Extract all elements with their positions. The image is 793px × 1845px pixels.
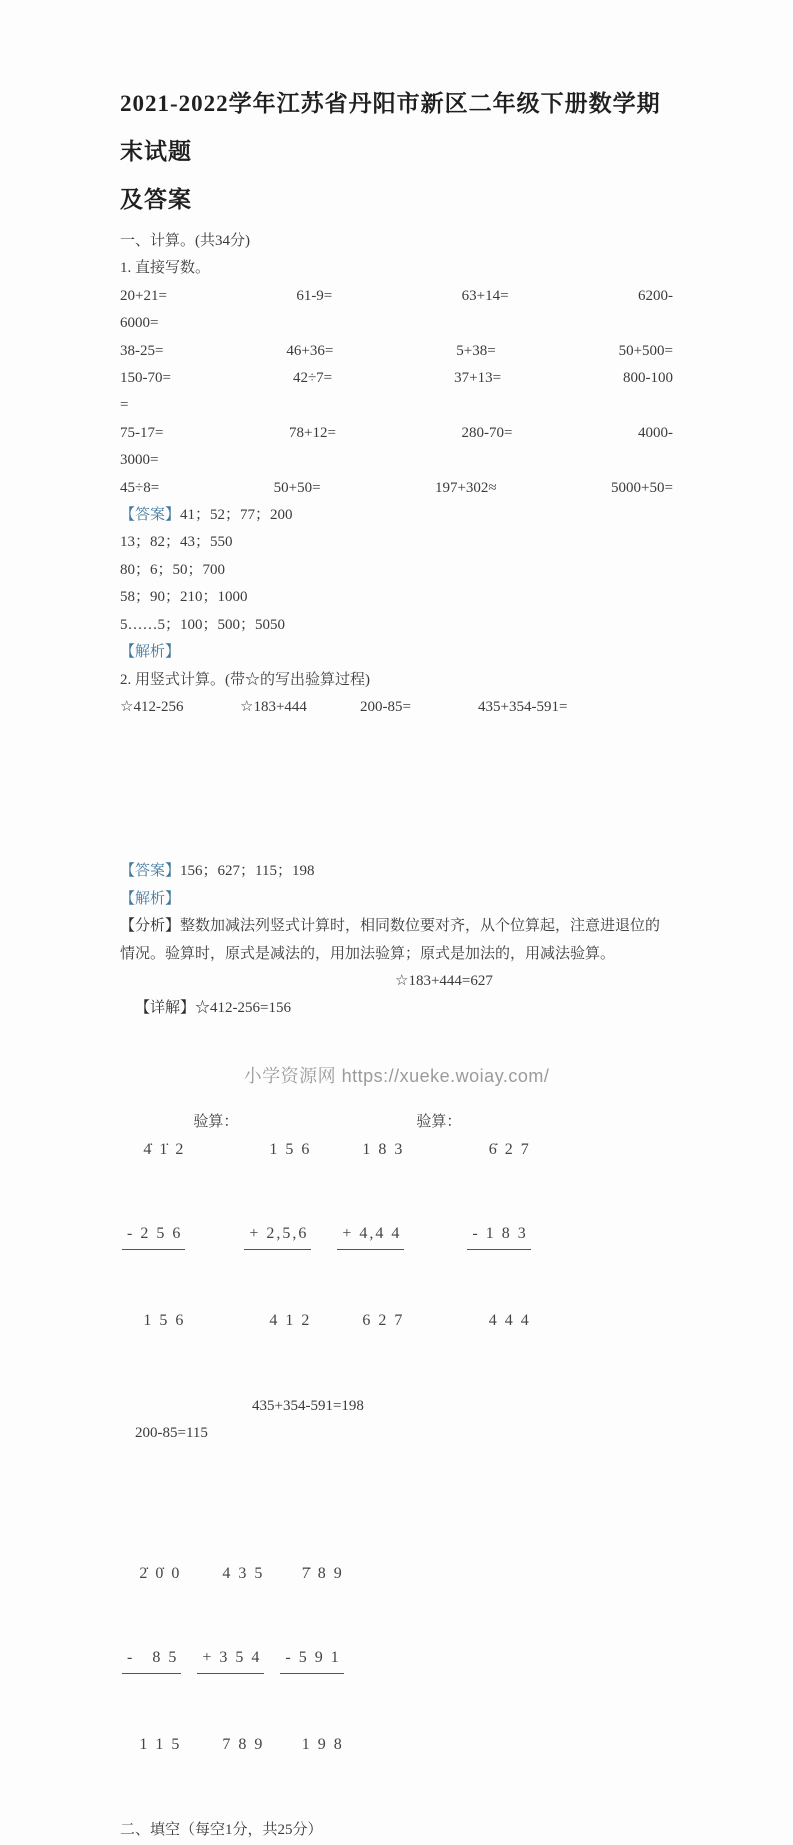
q1-answer-line-5: 5……5；100；500；5050 bbox=[120, 616, 286, 633]
q2-detail-line-2 bbox=[120, 1393, 673, 1503]
q2-breakdown-paragraph bbox=[120, 913, 673, 968]
expression-cell: 197+302≈ bbox=[434, 479, 497, 496]
q1-row-4-continuation: 3000= bbox=[120, 452, 159, 469]
q1-row-5 bbox=[120, 475, 673, 502]
expression-cell: 4000- bbox=[638, 424, 673, 441]
q1-row-1 bbox=[120, 283, 673, 310]
difference: 1 1 5 bbox=[139, 1736, 182, 1754]
detail-equation: 200-85=115 bbox=[135, 1425, 208, 1441]
q2-expression-row bbox=[120, 694, 673, 858]
check-label: 验算： bbox=[193, 1113, 239, 1130]
section-2-heading: 二、填空（每空1分，共25分） bbox=[120, 1822, 323, 1839]
detail-label: 【详解】 bbox=[135, 1000, 196, 1017]
subtrahend: - 1 8 3 bbox=[467, 1220, 530, 1250]
expression-cell: 20+21= bbox=[120, 287, 167, 304]
q1-answer-line-3: 80；6；50；700 bbox=[120, 561, 226, 578]
expression-cell: 50+50= bbox=[273, 479, 321, 496]
expression-cell: 45÷8= bbox=[120, 479, 160, 496]
q1-row-1-continuation: 6000= bbox=[120, 315, 159, 332]
addend-1: 1 8 3 bbox=[362, 1140, 405, 1158]
q1-stem: 1. 直接写数。 bbox=[120, 260, 211, 277]
minuend: 7̇ 8 9 bbox=[301, 1565, 344, 1583]
check-label: 验算： bbox=[416, 1113, 462, 1130]
watermark-footer: 小学资源网 https://xueke.woiay.com/ bbox=[243, 1066, 550, 1086]
difference: 1 9 8 bbox=[301, 1736, 344, 1754]
addend-1: 4 3 5 bbox=[222, 1565, 265, 1583]
breakdown-text: 整数加减法列竖式计算时，相同数位要对齐，从个位算起，注意进退位的情况。验算时，原式是减法的，用加法验算；原式是加法的，用减法验算。 bbox=[120, 918, 661, 962]
answer-text: 156；627；115；198 bbox=[180, 863, 315, 880]
vertical-calc-412-256 bbox=[122, 1080, 185, 1391]
subtrahend: - 5 9 1 bbox=[280, 1644, 343, 1674]
expression-cell: 800-100 bbox=[623, 370, 673, 387]
q1-answer-line-1 bbox=[120, 502, 673, 529]
expression-cell: 63+14= bbox=[461, 287, 509, 304]
q1-answer-line-2: 13；82；43；550 bbox=[120, 534, 233, 551]
title-line-1: 2021-2022学年江苏省丹阳市新区二年级下册数学期末试题 bbox=[120, 91, 661, 164]
expression-cell: 200-85= bbox=[360, 698, 411, 715]
q1-row-4 bbox=[120, 420, 673, 447]
addend-2: + 4,4 4 bbox=[337, 1220, 404, 1250]
vertical-calculation-block-2 bbox=[120, 1504, 673, 1815]
addend-2: + 2,5,6 bbox=[244, 1220, 311, 1250]
vertical-calc-check-627-183 bbox=[467, 1080, 530, 1391]
q1-answer-line-4: 58；90；210；1000 bbox=[120, 589, 248, 606]
q2-analysis-line bbox=[120, 886, 673, 913]
q1-row-3 bbox=[120, 365, 673, 392]
q1-row-2 bbox=[120, 338, 673, 365]
breakdown-label: 【分析】 bbox=[120, 918, 181, 935]
vertical-calc-435-354 bbox=[197, 1504, 264, 1815]
expression-cell: ☆183+444 bbox=[240, 698, 307, 715]
sum: 6 2 7 bbox=[362, 1311, 405, 1329]
subtrahend: - 8 5 bbox=[122, 1644, 181, 1674]
section-1-heading: 一、计算。(共34分) bbox=[120, 233, 250, 249]
difference: 4 4 4 bbox=[488, 1311, 531, 1329]
detail-equation: ☆183+444=627 bbox=[395, 972, 493, 989]
answer-label: 【答案】 bbox=[120, 863, 181, 880]
expression-cell: 38-25= bbox=[120, 342, 164, 359]
expression-cell: 5000+50= bbox=[611, 479, 673, 496]
expression-cell: 6200- bbox=[637, 287, 673, 304]
q1-row-3-continuation: = bbox=[120, 397, 129, 414]
title-line-2: 及答案 bbox=[120, 187, 192, 212]
q1-analysis-line bbox=[120, 639, 673, 666]
addend-1: 1 5 6 bbox=[269, 1140, 312, 1158]
answer-text: 41；52；77；200 bbox=[180, 507, 293, 524]
expression-cell: 46+36= bbox=[286, 342, 334, 359]
sum: 7 8 9 bbox=[222, 1736, 265, 1754]
expression-cell: 5+38= bbox=[456, 342, 496, 359]
document-title bbox=[120, 80, 673, 224]
subtrahend: - 2 5 6 bbox=[122, 1220, 185, 1250]
minuend: 2̇ 0̇ 0 bbox=[139, 1565, 182, 1583]
vertical-calculation-block-1 bbox=[120, 1080, 673, 1391]
expression-cell: 280-70= bbox=[461, 424, 513, 441]
sum: 4 1 2 bbox=[269, 1311, 312, 1329]
difference: 1 5 6 bbox=[143, 1311, 186, 1329]
vertical-calc-789-591 bbox=[280, 1504, 343, 1815]
expression-cell: 42÷7= bbox=[292, 370, 333, 387]
vertical-calc-183-444 bbox=[337, 1080, 404, 1391]
detail-equation: ☆412-256=156 bbox=[195, 1000, 291, 1017]
expression-cell: 78+12= bbox=[289, 424, 336, 441]
expression-cell: 61-9= bbox=[296, 287, 333, 304]
detail-equation: 435+354-591=198 bbox=[252, 1397, 364, 1414]
q2-stem: 2. 用竖式计算。(带☆的写出验算过程) bbox=[120, 671, 370, 688]
addend-2: + 3 5 4 bbox=[197, 1644, 264, 1674]
expression-cell: 435+354-591= bbox=[478, 698, 568, 715]
answer-label: 【答案】 bbox=[120, 507, 181, 524]
expression-cell: 75-17= bbox=[120, 424, 164, 441]
expression-cell: 150-70= bbox=[120, 370, 171, 387]
expression-cell: 50+500= bbox=[618, 342, 673, 359]
expression-cell: 37+13= bbox=[454, 370, 502, 387]
analysis-label: 【解析】 bbox=[120, 644, 181, 661]
q2-answer-line bbox=[120, 858, 673, 885]
analysis-label: 【解析】 bbox=[120, 890, 181, 907]
expression-cell: ☆412-256 bbox=[120, 698, 184, 715]
minuend: 4̇ 1̇ 2 bbox=[143, 1140, 186, 1158]
vertical-calc-200-85 bbox=[122, 1504, 181, 1815]
minuend: 6̇ 2 7 bbox=[488, 1140, 531, 1158]
vertical-calc-check-156-256 bbox=[244, 1080, 311, 1391]
